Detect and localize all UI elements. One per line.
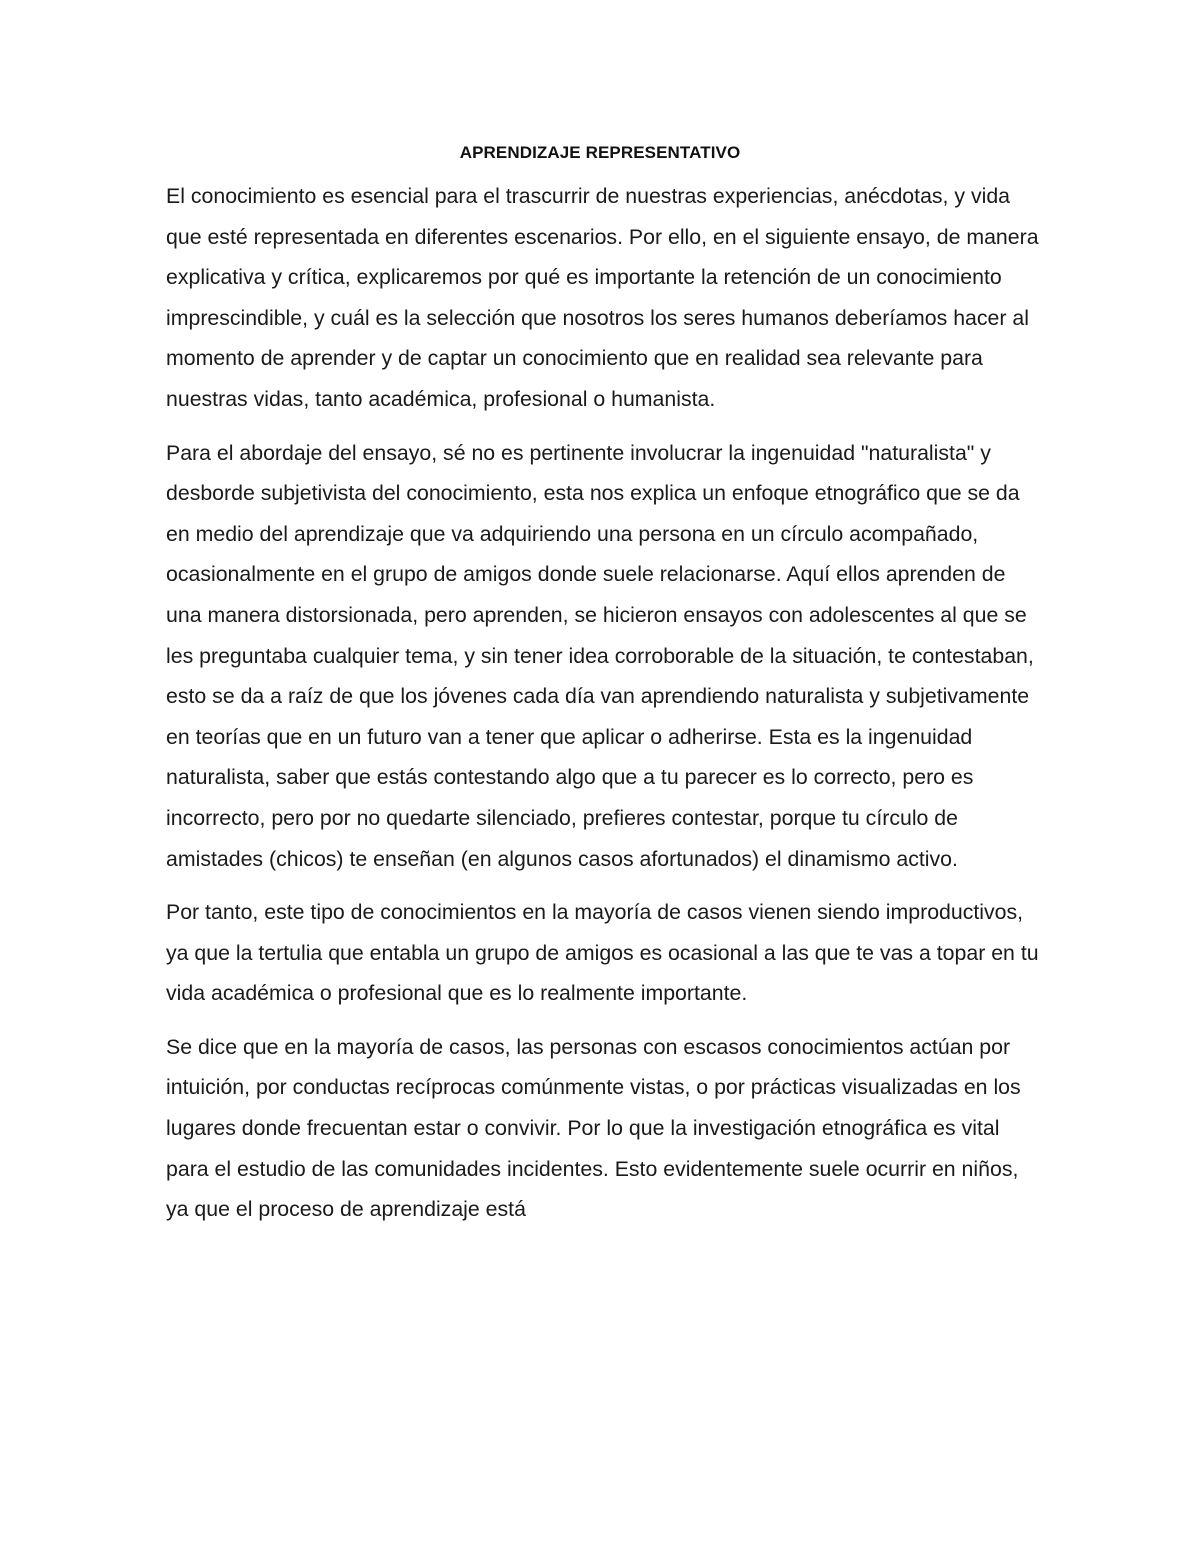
document-body — [166, 176, 1046, 1243]
paragraph-1: El conocimiento es esencial para el trascurrir de nuestras experiencias, anécdotas, y vida que esté representada en diferentes escenarios. Por ello, en el siguiente ensayo, de manera explicativa y crítica, explicaremos por qué es importante la retención de un conocimiento imprescindible, y cuál es la selección que nosotros los seres humanos deberíamos hacer al momento de aprender y de captar un conocimiento que en realidad sea relevante para nuestras vidas, tanto académica, profesional o humanista. — [166, 184, 1039, 411]
paragraph-3: Por tanto, este tipo de conocimientos en la mayoría de casos vienen siendo improductivos, ya que la tertulia que entabla un grupo de amigos es ocasional a las que te vas a topar en tu vida académica o profesional que es lo realmente importante. — [166, 900, 1039, 1006]
document-title: APRENDIZAJE REPRESENTATIVO — [459, 143, 741, 162]
paragraph-4: Se dice que en la mayoría de casos, las personas con escasos conocimientos actúan por intuición, por conductas recíprocas comúnmente vistas, o por prácticas visualizadas en los lugares donde frecuentan estar o convivir. Por lo que la investigación etnográfica es vital para el estudio de las comunidades incidentes. Esto evidentemente suele ocurrir en niños, ya que el proceso de aprendizaje está — [166, 1034, 1021, 1222]
paragraph-2: Para el abordaje del ensayo, sé no es pertinente involucrar la ingenuidad "naturalista" y desborde subjetivista del conocimiento, esta nos explica un enfoque etnográfico que se da en medio del aprendizaje que va adquiriendo una persona en un círculo acompañado, ocasionalmente en el grupo de amigos donde suele relacionarse. Aquí ellos aprenden de una manera distorsionada, pero aprenden, se hicieron ensayos con adolescentes al que se les preguntaba cualquier tema, y sin tener idea corroborable de la situación, te contestaban, esto se da a raíz de que los jóvenes cada día van aprendiendo naturalista y subjetivamente en teorías que en un futuro van a tener que aplicar o adherirse. Esta es la ingenuidad naturalista, saber que estás contestando algo que a tu parecer es lo correcto, pero es incorrecto, pero por no quedarte silenciado, prefieres contestar, porque tu círculo de amistades (chicos) te enseñan (en algunos casos afortunados) el dinamismo activo. — [166, 440, 1034, 871]
